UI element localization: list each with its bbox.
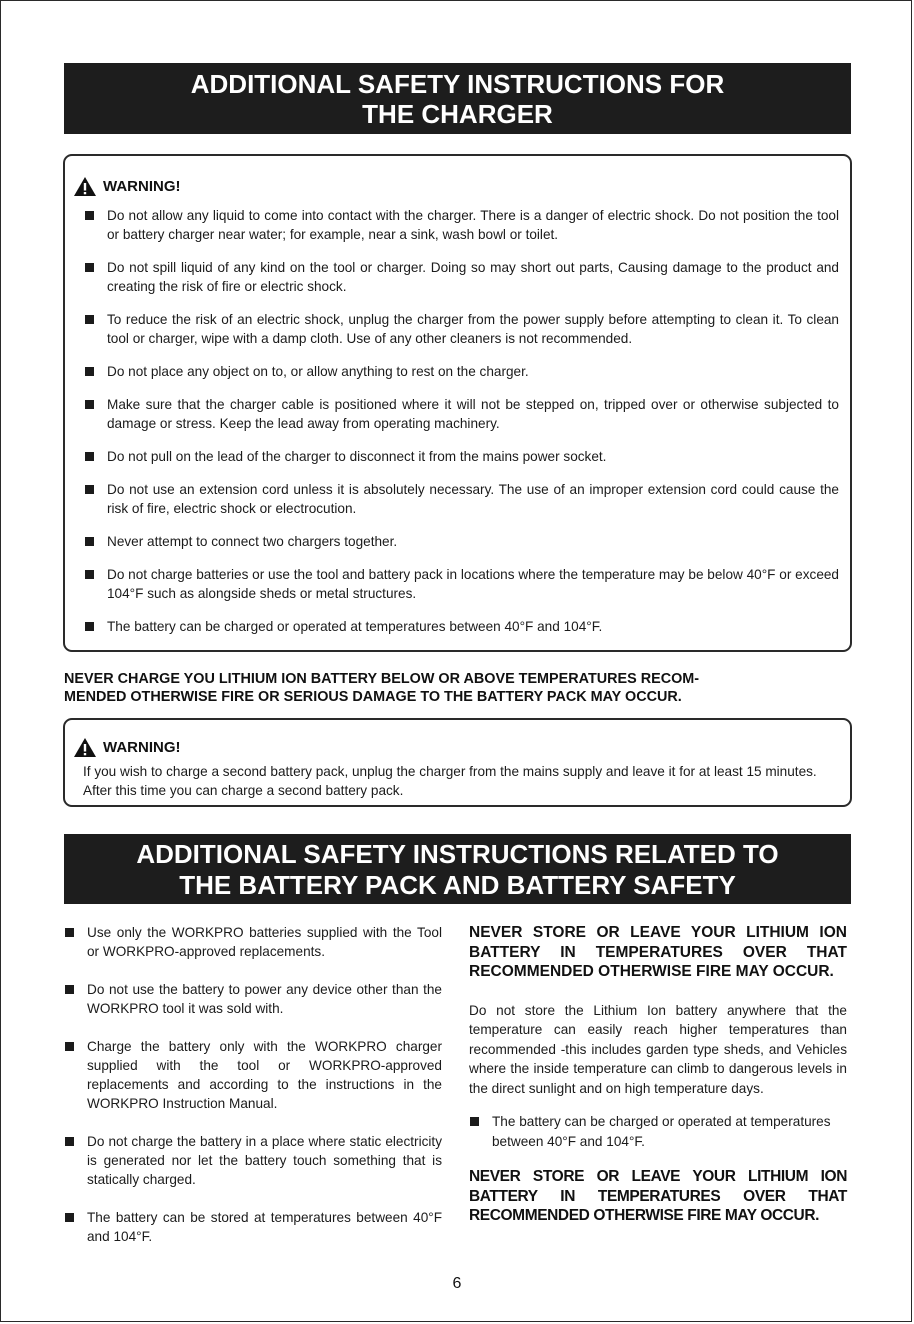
list-item <box>83 447 839 466</box>
list-item-text: Charge the battery only with the WORKPRO charger supplied with the tool or WORKPRO-approved replacements and according to the instructions in the WORKPRO Instruction Manual. <box>87 1039 442 1111</box>
warning-triangle-icon <box>73 737 97 758</box>
list-item-text: Do not charge batteries or use the tool and battery pack in locations where the temperature may be below 40°F or exceed 104°F such as alongside sheds or metal structures. <box>107 567 839 601</box>
battery-safety-list <box>64 923 442 1265</box>
bullet-square-icon <box>85 400 94 409</box>
storage-paragraph: Do not store the Lithium Ion battery anywhere that the temperature can easily reach higher temperatures than recommended -this includes garden type sheds, and Vehicles where the inside temperature can climb to dangerous levels in the direct sunlight and on high temperature days. <box>469 1002 847 1096</box>
list-item-text: Do not use an extension cord unless it is absolutely necessary. The use of an improper extension cord could cause the risk of fire, electric shock or electrocution. <box>107 482 839 516</box>
list-item <box>83 206 839 244</box>
bullet-square-icon <box>85 263 94 272</box>
list-item <box>64 1132 442 1189</box>
list-item <box>83 565 839 603</box>
warning-heading <box>73 737 181 758</box>
list-item-text: Do not allow any liquid to come into contact with the charger. There is a danger of electric shock. Do not position the tool or battery charger near water; for example, near a sink, wash bowl or toilet. <box>107 208 839 242</box>
bullet-square-icon <box>85 485 94 494</box>
warning-title: WARNING! <box>103 739 181 756</box>
list-item <box>64 1037 442 1113</box>
list-item-text: The battery can be charged or operated at temperatures between 40°F and 104°F. <box>492 1114 831 1149</box>
list-item-text: Do not use the battery to power any device other than the WORKPRO tool it was sold with. <box>87 982 442 1016</box>
bullet-square-icon <box>85 570 94 579</box>
list-item <box>64 980 442 1018</box>
warning-title: WARNING! <box>103 178 181 195</box>
list-item <box>64 1208 442 1246</box>
bullet-square-icon <box>65 985 74 994</box>
banner-title-line: ADDITIONAL SAFETY INSTRUCTIONS RELATED TO <box>136 839 779 869</box>
bullet-square-icon <box>65 1213 74 1222</box>
list-item <box>83 617 839 636</box>
bullet-square-icon <box>65 1137 74 1146</box>
list-item-text: Do not place any object on to, or allow anything to rest on the charger. <box>107 364 529 379</box>
list-item-text: The battery can be stored at temperatures between 40°F and 104°F. <box>87 1210 442 1244</box>
bullet-square-icon <box>85 622 94 631</box>
list-item <box>83 310 839 348</box>
list-item-text: Do not pull on the lead of the charger to disconnect it from the mains power socket. <box>107 449 607 464</box>
list-item-text: The battery can be charged or operated at temperatures between 40°F and 104°F. <box>107 619 603 634</box>
storage-warning-heading-repeat: NEVER STORE OR LEAVE YOUR LITHIUM ION BATTERY IN TEMPERATURES OVER THAT RECOMMENDED OTHERWISE FIRE MAY OCCUR. <box>469 1168 847 1224</box>
list-item <box>83 258 839 296</box>
bullet-square-icon <box>85 367 94 376</box>
battery-safety-banner <box>64 834 851 904</box>
second-pack-warning-box <box>63 718 852 807</box>
warning-triangle-icon <box>73 176 97 197</box>
charger-warning-list <box>83 206 839 650</box>
storage-warning-heading: NEVER STORE OR LEAVE YOUR LITHIUM ION BATTERY IN TEMPERATURES OVER THAT RECOMMENDED OTHERWISE FIRE MAY OCCUR. <box>469 924 847 980</box>
bullet-square-icon <box>85 452 94 461</box>
list-item-text: Do not charge the battery in a place where static electricity is generated nor let the battery touch something that is statically charged. <box>87 1134 442 1187</box>
list-item <box>83 480 839 518</box>
list-item-text: Never attempt to connect two chargers together. <box>107 534 398 549</box>
banner-title-line: THE CHARGER <box>362 99 553 129</box>
list-item-text: Do not spill liquid of any kind on the tool or charger. Doing so may short out parts, Causing damage to the product and creating the risk of fire or electric shock. <box>107 260 839 294</box>
list-item <box>64 923 442 961</box>
bullet-square-icon <box>470 1117 479 1126</box>
banner-title-line: THE BATTERY PACK AND BATTERY SAFETY <box>179 870 736 900</box>
list-item-text: To reduce the risk of an electric shock, unplug the charger from the power supply before attempting to clean it. To clean tool or charger, wipe with a damp cloth. Use of any other cleaners is not recommended. <box>107 312 839 346</box>
page-number: 6 <box>452 1275 462 1292</box>
list-item <box>83 395 839 433</box>
battery-storage-column <box>469 923 847 1226</box>
bullet-square-icon <box>65 1042 74 1051</box>
list-item <box>83 532 839 551</box>
list-item <box>83 362 839 381</box>
list-item-text: Use only the WORKPRO batteries supplied with the Tool or WORKPRO-approved replacements. <box>87 925 442 959</box>
charger-warning-box <box>63 154 852 652</box>
caution-line: NEVER CHARGE YOU LITHIUM ION BATTERY BELOW OR ABOVE TEMPERATURES RECOM- <box>64 671 700 687</box>
list-item <box>469 1112 847 1151</box>
charger-safety-banner <box>64 63 851 134</box>
caution-line: MENDED OTHERWISE FIRE OR SERIOUS DAMAGE TO THE BATTERY PACK MAY OCCUR. <box>64 689 682 705</box>
bullet-square-icon <box>85 537 94 546</box>
lithium-charging-caution <box>64 670 854 706</box>
warning-text: If you wish to charge a second battery pack, unplug the charger from the mains supply and leave it for at least 15 minutes. After this time you can charge a second battery pack. <box>83 764 817 798</box>
bullet-square-icon <box>85 315 94 324</box>
banner-title-line: ADDITIONAL SAFETY INSTRUCTIONS FOR <box>190 69 725 99</box>
bullet-square-icon <box>85 211 94 220</box>
list-item-text: Make sure that the charger cable is positioned where it will not be stepped on, tripped over or otherwise subjected to damage or stress. Keep the lead away from operating machinery. <box>107 397 839 431</box>
warning-heading <box>73 176 181 197</box>
bullet-square-icon <box>65 928 74 937</box>
